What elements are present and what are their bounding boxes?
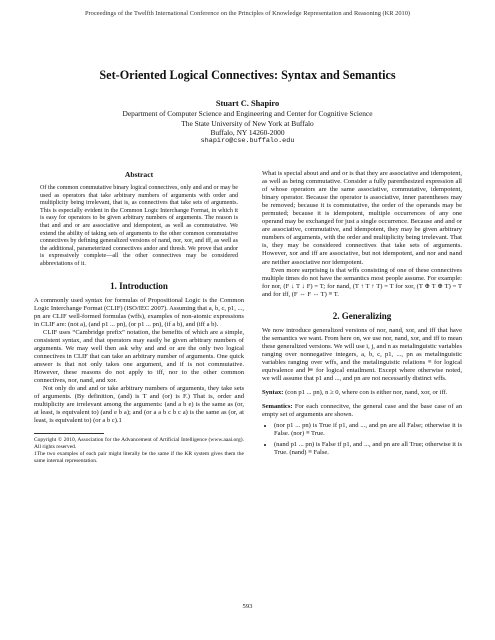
list-item: • (nand p1 ... pn) is False if p1, and ..., and pn are all True; otherwise it is True. (nand) ≡ False. (274, 441, 462, 457)
author-institution: The State University of New York at Buffalo (181, 118, 314, 128)
intro-paragraph: A commonly used syntax for formulas of Propositional Logic is the Common Logic Interchange Format (CLIF) (ISO/IEC 2007). Assuming that a, b, c, p1, ..., pn are CLIF well-formed formulas (wffs), examples of non-atomic expressions in CLIF are: (not a), (and p1 ... pn), (or p1 ... pn), (if a b), and (iff a b). (34, 296, 245, 328)
semantics-list (262, 422, 462, 457)
page-number: 593 (242, 603, 253, 610)
copyright-notice: Copyright © 2010, Association for the Advancement of Artificial Intelligence (www.aaai.org). All rights reserved. (34, 437, 244, 451)
proceedings-header: Proceedings of the Twelfth International Conference on the Principles of Knowledge Representation and Reasoning (KR 2010) (84, 10, 411, 17)
author-affiliation: Department of Computer Science and Engineering and Center for Cognitive Science (122, 109, 373, 119)
intro-paragraph: Not only do and and or take arbitrary numbers of arguments, they take sets of arguments. (By definition, (and) is T and (or) is F.) That is, order and multiplicity are irrelevant among the arguments: (and a b e) is the same as (or, at least, is equivalent to) (and e b a); and (or a a b c b c a) is the same as (or, at least, is equivalent to) (or a b c).1 (34, 385, 244, 425)
body-paragraph: What is special about and and or is that they are associative and idempotent, as well as being commutative. Consider a fully parenthesized expression all of whose operators are the same associative, commutative, idempotent, binary operator. Because the operator is associative, inner parentheses may be removed; because it is commutative, the order of the operands may be permuted; because it is idempotent, multiple occurrences of any one operand may be exchanged for just a single occurrence. Because and and or are associative, commutative, and idempotent, they may be given arbitrary numbers of arguments, with the order and multiplicity being irrelevant. That is, they may be considered connectives that take sets of arguments. However, xor and iff are associative, but not idempotent, and nor and nand are neither associative nor idempotent. (262, 170, 462, 266)
section-heading-introduction: 1. Introduction (110, 280, 168, 291)
generalizing-paragraph: We now introduce generalized versions of nor, nand, xor, and iff that have the semantics we want. From here on, we use nor, nand, xor, and iff to mean these generalized versions. We will use i, j, and n as metalinguistic variables ranging over nonnegative integers, a, b, c, p1, ..., pn as metalinguistic variables ranging over wffs, and the metalinguistic relations ≡ for logical equivalence and ⊨ for logical entailment. Except where otherwise noted, we will assume that p1 and ..., and pn are not necessarily distinct wffs. (262, 326, 462, 383)
syntax-text: (con p1 ... pn), n ≥ 0, where con is either nor, nand, xor, or iff. (285, 389, 448, 397)
syntax-label: Syntax: (262, 389, 284, 397)
paper-title: Set-Oriented Logical Connectives: Syntax and Semantics (99, 68, 396, 82)
abstract-heading: Abstract (124, 170, 154, 179)
syntax-definition (262, 389, 462, 397)
author-block (0, 99, 495, 146)
author-name: Stuart C. Shapiro (215, 99, 280, 108)
right-column (262, 170, 462, 460)
section-heading-generalizing: 2. Generalizing (332, 310, 392, 321)
list-item: • (nor p1 ... pn) is True if p1, and ..., and pn are all False; otherwise it is False. (nor) ≡ True. (274, 422, 462, 438)
semantics-definition (262, 403, 462, 419)
abstract-text: Of the common commutative binary logical connectives, only and and or may be used as operators that take arbitrary numbers of arguments with order and multiplicity being irrelevant, that is, as connectives that take sets of arguments. This is especially evident in the Common Logic Interchange Format, in which it is easy for operators to be given arbitrary numbers of arguments. The reason is that and and or are associative and idempotent, as well as commutative. We extend the ability of taking sets of arguments to the other common commutative connectives by defining generalized versions of nand, nor, xor, and iff, as well as the additional, parameterized connectives andor and thresh. We prove that andor is expressively complete—all the other connectives may be considered abbreviations of it. (40, 185, 238, 267)
left-column (34, 170, 244, 464)
footnote-rule (34, 433, 104, 434)
intro-paragraph: CLIF uses “Cambridge prefix” notation, the benefits of which are a simple, consistent syntax, and that operators may easily be given arbitrary numbers of arguments. We may well then ask why and and or are the only two logical connectives in CLIF that can take an arbitrary number of arguments. One quick answer is that not only takes one argument, and if is not commutative. However, these reasons do not apply to iff, nor to the other common connectives, nor, nand, and xor. (34, 328, 244, 384)
semantics-text: For each connecitve, the general case and the base case of an empty set of arguments are shown. (262, 403, 463, 419)
author-address: Buffalo, NY 14260-2000 (210, 127, 285, 137)
footnote-1: 1The two examples of each pair might literally be the same if the KR system gives them the same internal representation. (34, 450, 244, 464)
semantics-label: Semantics: (262, 403, 293, 411)
body-paragraph: Even more surprising is that wffs consisting of one of these connectives multiple times do not have the semantics most people assume. For example: for nor, (F ↓ T ↓ F) = T; for nand, (T ↑ T ↑ T) = T for xor, (T ⊕ T ⊕ T) = T and for iff, (F ⇔ F ⇔ T) ≡ T. (262, 266, 462, 298)
author-email[interactable]: shapiro@cse.buffalo.edu (200, 137, 295, 146)
